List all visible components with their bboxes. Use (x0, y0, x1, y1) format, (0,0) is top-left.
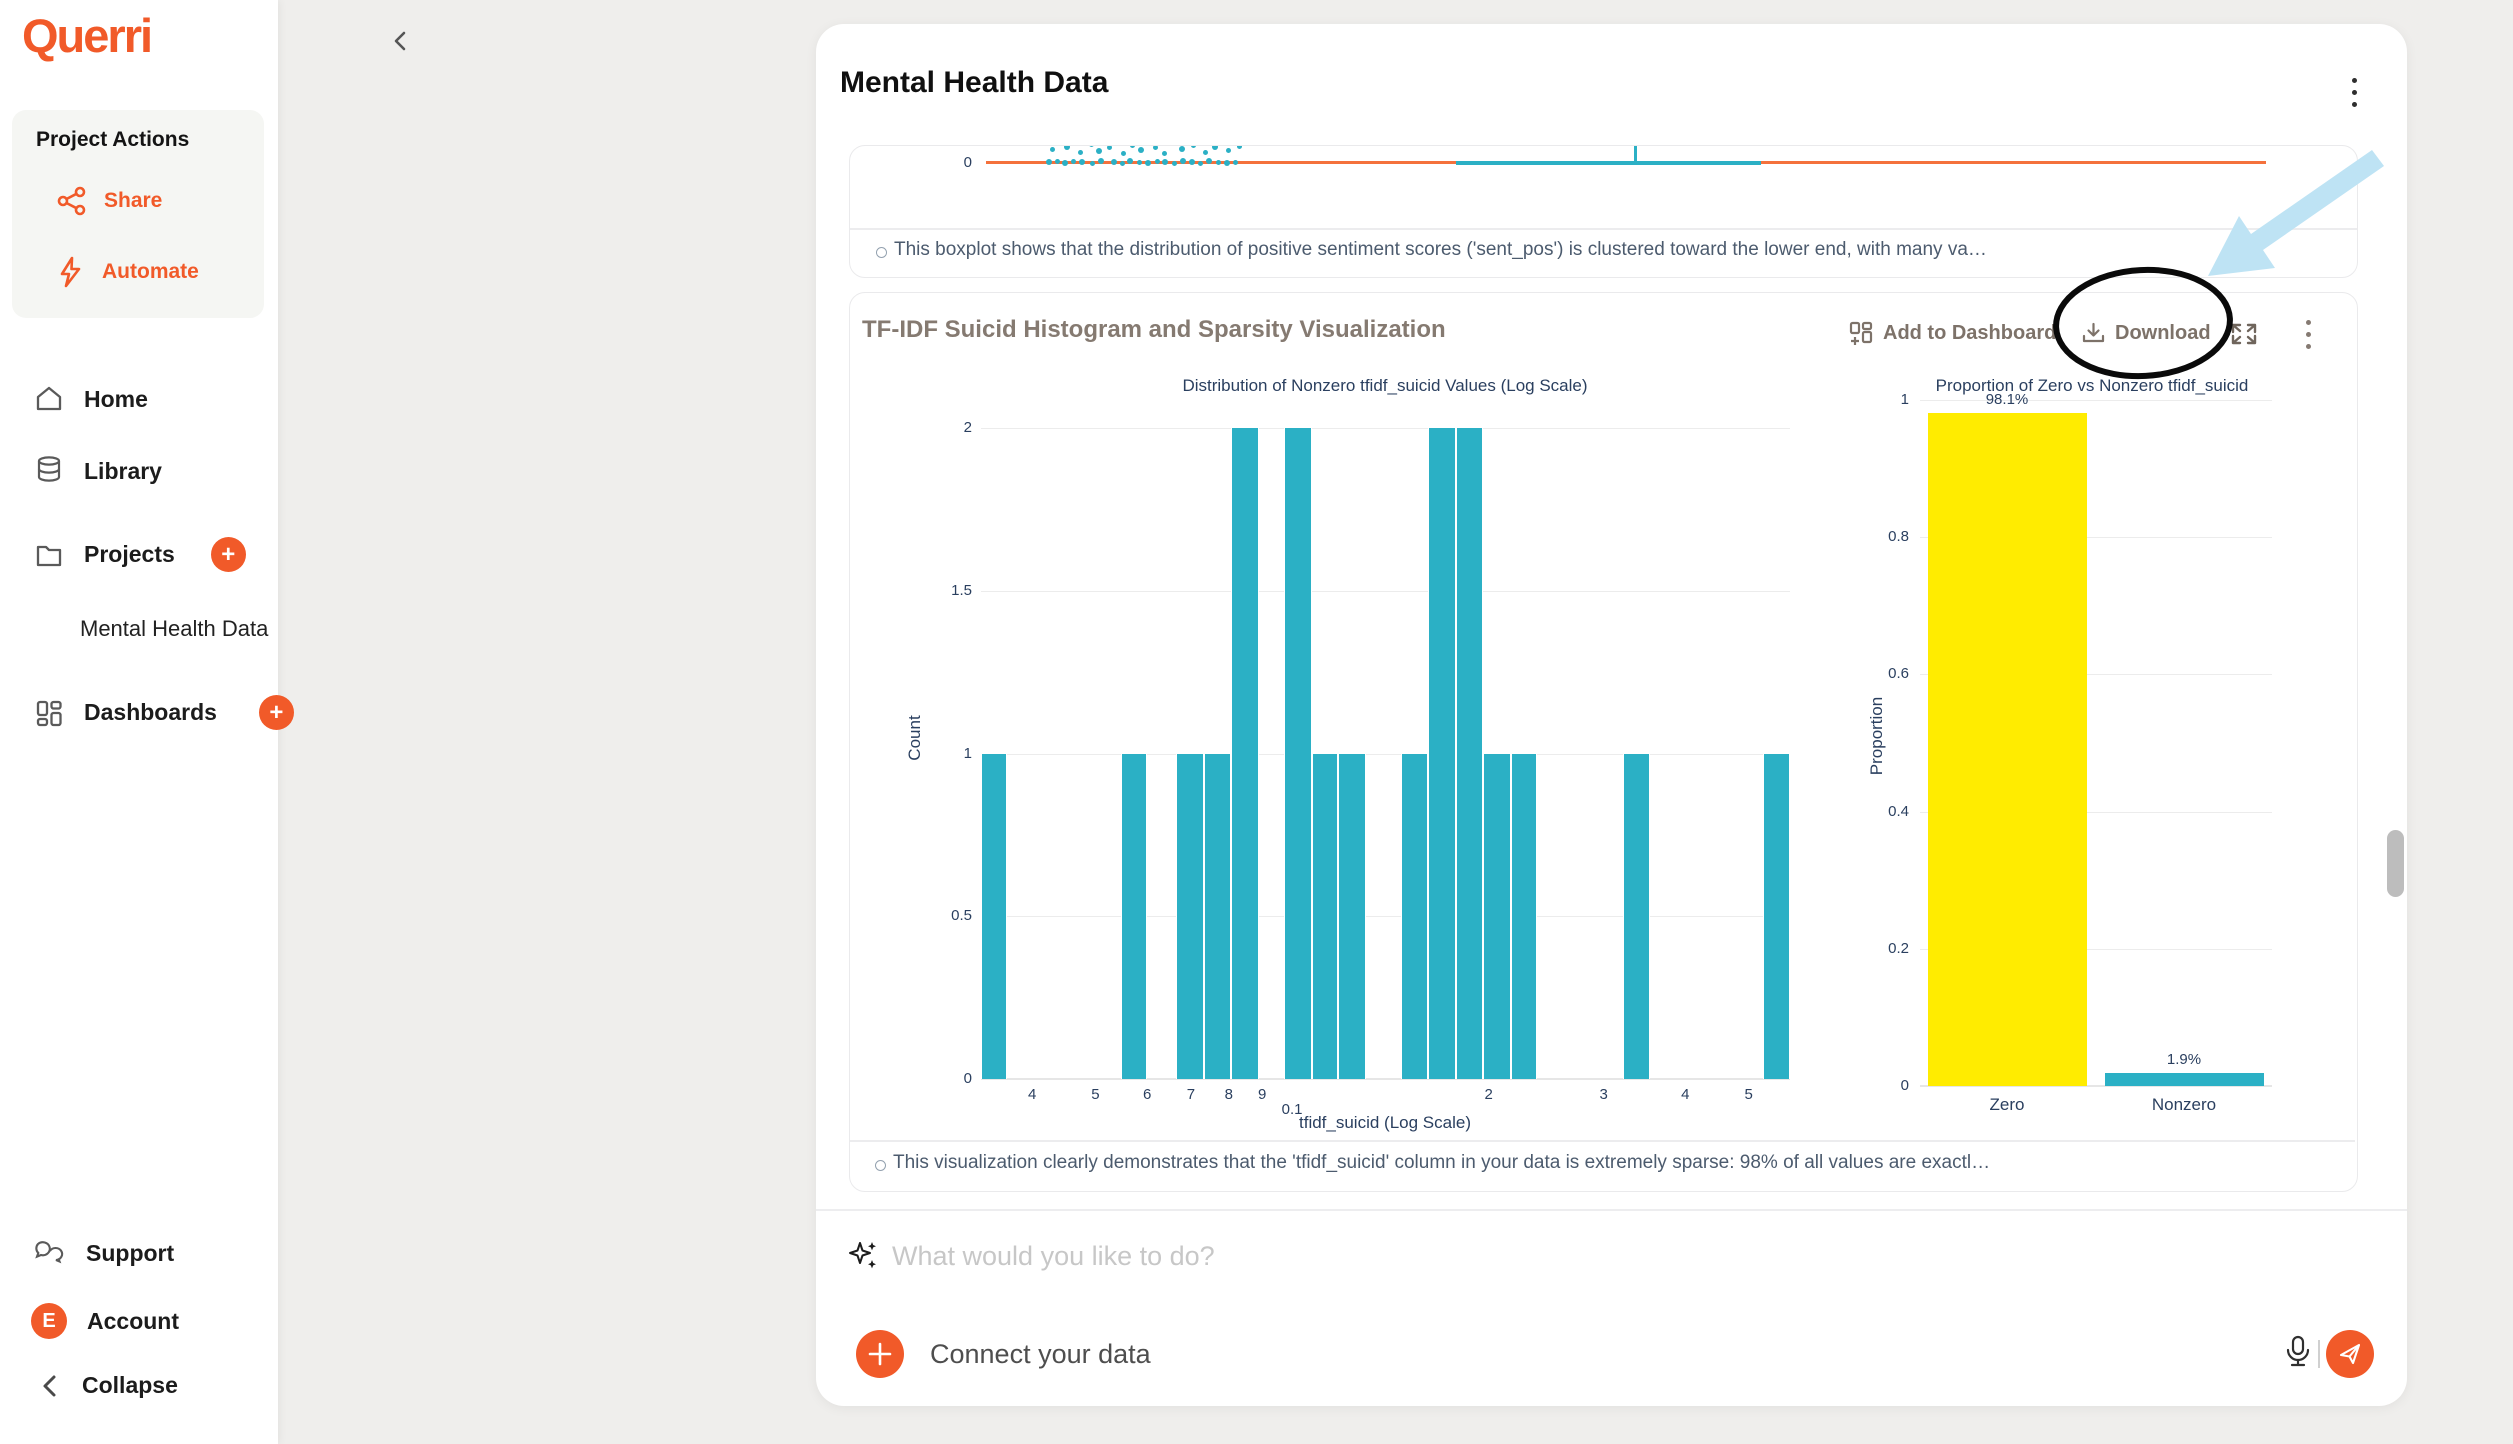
add-dashboard-button[interactable]: + (259, 695, 294, 730)
proportion-bar (2105, 1073, 2264, 1086)
boxplot-card (849, 145, 2358, 278)
gridline (981, 916, 1790, 917)
home-icon (34, 384, 64, 414)
histogram-bar (981, 754, 1007, 1080)
account-label: Account (87, 1307, 179, 1334)
y-tick-label: 1 (963, 744, 972, 762)
boxplot-y-tick: 0 (963, 154, 972, 171)
histogram-bar (1456, 428, 1483, 1079)
project-actions-card (12, 110, 264, 318)
chat-bubbles-icon (34, 1238, 66, 1268)
histogram-ylabel: Count (905, 715, 924, 761)
input-divider (2318, 1340, 2320, 1368)
bar-value-label: 1.9% (2166, 1050, 2202, 1068)
automate-label: Automate (102, 260, 199, 283)
outlier-dot (1212, 145, 1218, 150)
add-to-dashboard-label: Add to Dashboard (1883, 322, 2057, 344)
outlier-dot (1216, 160, 1221, 165)
y-tick-label: 0 (1900, 1077, 1909, 1094)
outlier-dot (1172, 161, 1177, 166)
histogram-bar (1623, 754, 1650, 1080)
caption-bullet-icon (876, 247, 887, 258)
projects-label: Projects (84, 541, 175, 567)
proportion-title: Proportion of Zero vs Nonzero tfidf_suicid (1935, 376, 2249, 395)
histogram-bar (1483, 754, 1510, 1080)
page-menu-kebab-icon[interactable] (2352, 78, 2357, 107)
outlier-dot (1127, 158, 1133, 164)
home-label: Home (84, 385, 148, 412)
library-label: Library (84, 457, 162, 484)
x-tick-label: 7 (1186, 1086, 1196, 1103)
histogram-title: Distribution of Nonzero tfidf_suicid Values (Log Scale) (1182, 376, 1588, 395)
expand-icon[interactable] (2228, 318, 2260, 350)
sidebar-item-support[interactable] (34, 1238, 174, 1268)
outlier-dot (1224, 160, 1230, 166)
outlier-dot (1226, 148, 1231, 153)
sidebar-item-mental-health-data[interactable]: Mental Health Data (80, 616, 269, 641)
scrollbar-thumb[interactable] (2387, 830, 2404, 897)
outlier-dot (1055, 159, 1060, 164)
sparkle-icon (846, 1238, 882, 1274)
x-tick-label: 2 (1484, 1086, 1493, 1103)
outlier-dot (1145, 160, 1151, 166)
histogram-bar (1428, 428, 1456, 1079)
share-label: Share (104, 189, 163, 212)
dashboards-label: Dashboards (84, 699, 217, 725)
chart-menu-kebab-icon[interactable] (2306, 320, 2311, 349)
histogram-xlabel: tfidf_suicid (Log Scale) (1299, 1113, 1471, 1132)
automate-button[interactable] (56, 256, 199, 288)
gridline (981, 428, 1790, 429)
outlier-dot (1050, 147, 1055, 152)
download-icon (2080, 320, 2107, 347)
x-tick-label: 8 (1224, 1086, 1233, 1103)
histogram-bar (1284, 428, 1311, 1079)
outlier-dot (1111, 159, 1117, 165)
outlier-dot (1089, 145, 1094, 147)
outlier-dot (1162, 151, 1167, 156)
dashboard-icon (34, 698, 64, 728)
histogram-bar (1338, 754, 1365, 1080)
sidebar (0, 0, 284, 1444)
project-actions-title: Project Actions (36, 128, 190, 151)
y-tick-label: 0 (963, 1070, 972, 1087)
sidebar-collapse-button[interactable] (38, 1372, 178, 1399)
outlier-dot (1121, 151, 1126, 156)
gridline (981, 591, 1790, 592)
share-icon (56, 185, 88, 217)
histogram-plot (981, 428, 1790, 1079)
sidebar-toggle-chevron-icon[interactable] (388, 28, 416, 56)
outlier-dot (1071, 159, 1076, 164)
y-tick-label: 2 (963, 419, 972, 436)
y-tick-label: 1.5 (951, 581, 972, 599)
microphone-icon[interactable] (2282, 1334, 2314, 1370)
outlier-dot (1107, 145, 1112, 150)
download-button[interactable] (2080, 320, 2211, 347)
page-title: Mental Health Data (840, 66, 1109, 99)
x-tick-label: 4 (1027, 1086, 1037, 1103)
outlier-dot (1062, 160, 1068, 166)
connect-data-button[interactable] (856, 1330, 904, 1378)
download-label: Download (2115, 322, 2211, 344)
y-tick-label: 0.5 (951, 907, 972, 925)
boxplot-median-line (1634, 145, 1637, 164)
outlier-dot (1189, 159, 1195, 165)
category-label: Nonzero (2151, 1095, 2217, 1114)
y-tick-label: 0.8 (1888, 528, 1909, 546)
tfidf-caption: This visualization clearly demonstrates that the 'tfidf_suicid' column in your data is extremely sparse: 98% of all values are exactl… (893, 1152, 1991, 1173)
bolt-icon (56, 256, 86, 288)
gridline (1920, 400, 2272, 401)
outlier-dot (1198, 161, 1203, 166)
histogram-bar (1231, 428, 1258, 1079)
sidebar-item-library[interactable] (34, 455, 162, 487)
x-tick-label: 5 (1091, 1086, 1100, 1103)
sidebar-item-projects[interactable] (34, 537, 246, 572)
outlier-dot (1180, 158, 1186, 164)
proportion-plot (1920, 400, 2272, 1086)
plus-icon (867, 1341, 893, 1367)
caption-divider (850, 1140, 2355, 1142)
histogram-bar (1121, 754, 1147, 1080)
outlier-dot (1237, 145, 1242, 149)
histogram-bar (1511, 754, 1538, 1080)
add-to-dashboard-icon (1848, 320, 1875, 347)
histogram-bar (1204, 754, 1232, 1080)
x-axis-line (981, 1078, 1790, 1080)
outlier-dot (1120, 161, 1125, 166)
y-tick-label: 0.4 (1888, 802, 1909, 820)
outlier-dot (1206, 158, 1212, 164)
proportion-ylabel: Proportion (1867, 696, 1886, 776)
connect-data-label[interactable]: Connect your data (930, 1339, 1151, 1369)
y-tick-label: 0.2 (1888, 939, 1909, 957)
outlier-dot (1098, 158, 1104, 164)
x-tick-label: 4 (1681, 1086, 1690, 1103)
outlier-dot (1153, 145, 1158, 150)
share-button[interactable] (56, 185, 162, 217)
x-tick-label: 6 (1143, 1086, 1152, 1103)
boxplot-caption: This boxplot shows that the distribution of positive sentiment scores ('sent_pos') is clustered toward the lower end, with many va… (894, 239, 1987, 260)
outlier-dot (1233, 160, 1238, 165)
histogram-bar (1763, 754, 1790, 1080)
proportion-bar (1928, 413, 2087, 1086)
outlier-dot (1191, 145, 1196, 148)
gridline (981, 754, 1790, 755)
outlier-dot (1090, 161, 1095, 166)
outlier-dot (1079, 159, 1085, 165)
sidebar-item-home[interactable] (34, 384, 148, 414)
bar-value-label: 98.1% (1985, 391, 2029, 409)
outlier-dot (1096, 148, 1102, 154)
chat-input[interactable]: What would you like to do? (892, 1241, 1215, 1271)
caption-bullet-icon (875, 1160, 886, 1171)
x-tick-label: 5 (1744, 1086, 1753, 1103)
collapse-label: Collapse (82, 1372, 178, 1398)
outlier-dot (1137, 160, 1142, 165)
x-tick-label: 3 (1599, 1086, 1608, 1103)
sidebar-item-account[interactable] (31, 1303, 179, 1339)
outlier-dot (1179, 146, 1185, 152)
send-button[interactable] (2326, 1330, 2374, 1378)
outlier-dot (1162, 159, 1168, 165)
outlier-dot (1203, 150, 1208, 155)
add-project-button[interactable]: + (211, 537, 246, 572)
chart-card-title: TF-IDF Suicid Histogram and Sparsity Visualization (862, 316, 1446, 343)
avatar: E (31, 1303, 67, 1339)
sidebar-item-dashboards[interactable] (34, 695, 294, 730)
add-to-dashboard-button[interactable] (1848, 320, 2056, 347)
outlier-dot (1064, 145, 1070, 150)
outlier-dot (1138, 147, 1144, 153)
y-tick-label: 1 (1900, 391, 1909, 408)
outlier-dot (1130, 145, 1135, 148)
x-tick-label: 0.1 (1281, 1101, 1303, 1118)
paper-plane-icon (2337, 1341, 2363, 1367)
support-label: Support (86, 1239, 175, 1266)
category-label: Zero (1989, 1095, 2025, 1114)
outlier-dot (1046, 159, 1052, 165)
histogram-bar (1312, 754, 1339, 1080)
caption-divider (850, 228, 2357, 230)
input-area-divider (816, 1209, 2407, 1211)
chevron-left-icon (38, 1373, 62, 1399)
x-tick-label: 9 (1258, 1086, 1267, 1103)
boxplot-box-segment (1456, 161, 1761, 165)
querri-logo[interactable]: Querri (22, 9, 152, 62)
database-icon (34, 455, 64, 487)
histogram-bar (1401, 754, 1428, 1080)
folder-icon (34, 540, 64, 570)
outlier-dot (1078, 150, 1083, 155)
outlier-dot (1155, 159, 1160, 164)
histogram-bar (1176, 754, 1204, 1080)
y-tick-label: 0.6 (1888, 665, 1909, 683)
